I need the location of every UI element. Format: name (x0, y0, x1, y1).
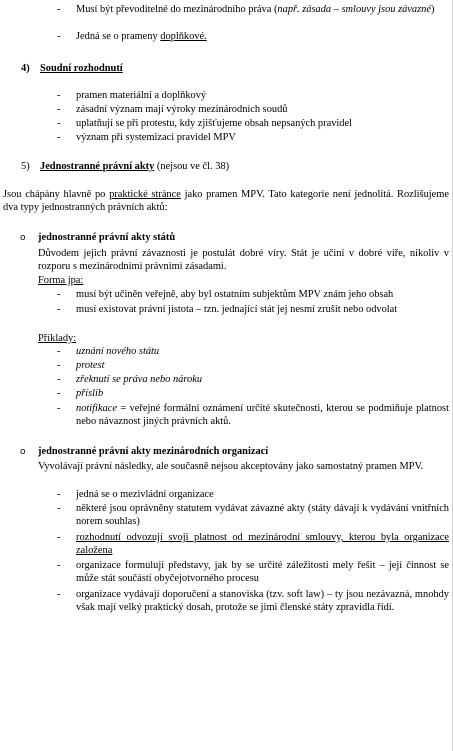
dash: - (57, 289, 61, 300)
dash: - (57, 589, 61, 600)
dash: - (57, 374, 61, 385)
list-item: musí být učiněn veřejně, aby byl ostatním subjektům MPV znám jeho obsah (76, 289, 394, 300)
list-item: zásadní význam mají výroky mezinárodních soudů (76, 104, 288, 115)
list-item: příslib (76, 388, 104, 399)
list-item: uznání nového státu (76, 346, 160, 357)
dash: - (57, 360, 61, 371)
paragraph: Vyvolávají právní následky, ale současně nejsou akceptovány jako samostatný pramen MPV. (38, 461, 424, 472)
bullet-circle: o (20, 233, 26, 243)
dash: - (57, 403, 61, 414)
list-item: musí existovat právní jistota – tzn. jednající stát jej nesmí zrušit nebo odvolat (76, 304, 398, 315)
list-item: zřeknutí se práva nebo nároku (76, 374, 203, 385)
dash: - (57, 132, 61, 143)
list-item: protest (76, 360, 105, 371)
subheading: jednostranné právní akty mezinárodních organizací (38, 446, 269, 457)
dash: - (57, 560, 61, 571)
list-item: organizace vydávají doporučení a stanoviska (tzv. soft law) – ty jsou nezávazná, mnohdy však mají velký praktický dosah, protože se jimi členské státy zpravidla řídí. (76, 589, 449, 613)
dash: - (57, 90, 61, 101)
dash: - (57, 104, 61, 115)
dash: - (57, 532, 61, 543)
dash: - (57, 346, 61, 357)
dash: - (57, 31, 61, 42)
dash: - (57, 503, 61, 514)
list-item: uplatňují se při protestu, kdy zjišťujeme obsah nepsaných pravidel (76, 118, 352, 129)
label: Příklady: (38, 333, 77, 344)
bullet-circle: o (20, 447, 26, 457)
list-item: Jedná se o prameny doplňkové. (76, 31, 207, 42)
dash: - (57, 4, 61, 15)
list-item: notifikace = veřejné formální oznámení určité skutečnosti, kterou se podmiňuje platnost nebo návaznost jiných právních aktů. (76, 403, 449, 427)
list-item: význam při systemizaci pravidel MPV (76, 132, 236, 143)
label: Forma jpa: (38, 275, 84, 286)
paragraph: Důvodem jejich právní závaznosti je postulát dobré víry. Stát je učiní v dobré víře, nikoliv v rozporu s mezinárodními právními zásadami. (38, 248, 449, 272)
dash: - (57, 388, 61, 399)
section-number: 5) (21, 161, 30, 172)
list-item: některé jsou oprávněny statutem vydávat závazné akty (státy dávají k vydávání vnitřních norem souhlas) (76, 503, 449, 527)
list-item: organizace formulují představy, jak by se určité záležitosti mely řešit – její činnost se může stát součástí obyčejotvorného procesu (76, 560, 449, 584)
list-item: jedná se o mezivládní organizace (76, 489, 214, 500)
subheading: jednostranné právní akty států (38, 232, 176, 243)
section-number: 4) (21, 63, 30, 74)
dash: - (57, 489, 61, 500)
list-item: pramen materiální a doplňkový (76, 90, 207, 101)
dash: - (57, 304, 61, 315)
list-item: rozhodnutí odvozují svoji platnost od mezinárodní smlouvy, kterou byla organizace založena (76, 532, 449, 556)
section-title: Soudní rozhodnutí (40, 63, 123, 74)
intro-paragraph: Jsou chápány hlavně po praktické stránce jako pramen MPV. Tato kategorie není jednolitá. Rozlišujeme dva typy jednostranných právních aktů: (3, 189, 449, 213)
section-title: Jednostranné právní akty (nejsou ve čl. 38) (40, 161, 230, 172)
list-item: Musí být převoditelné do mezinárodního práva (např. zásada – smlouvy jsou závazné) (76, 4, 435, 15)
dash: - (57, 118, 61, 129)
